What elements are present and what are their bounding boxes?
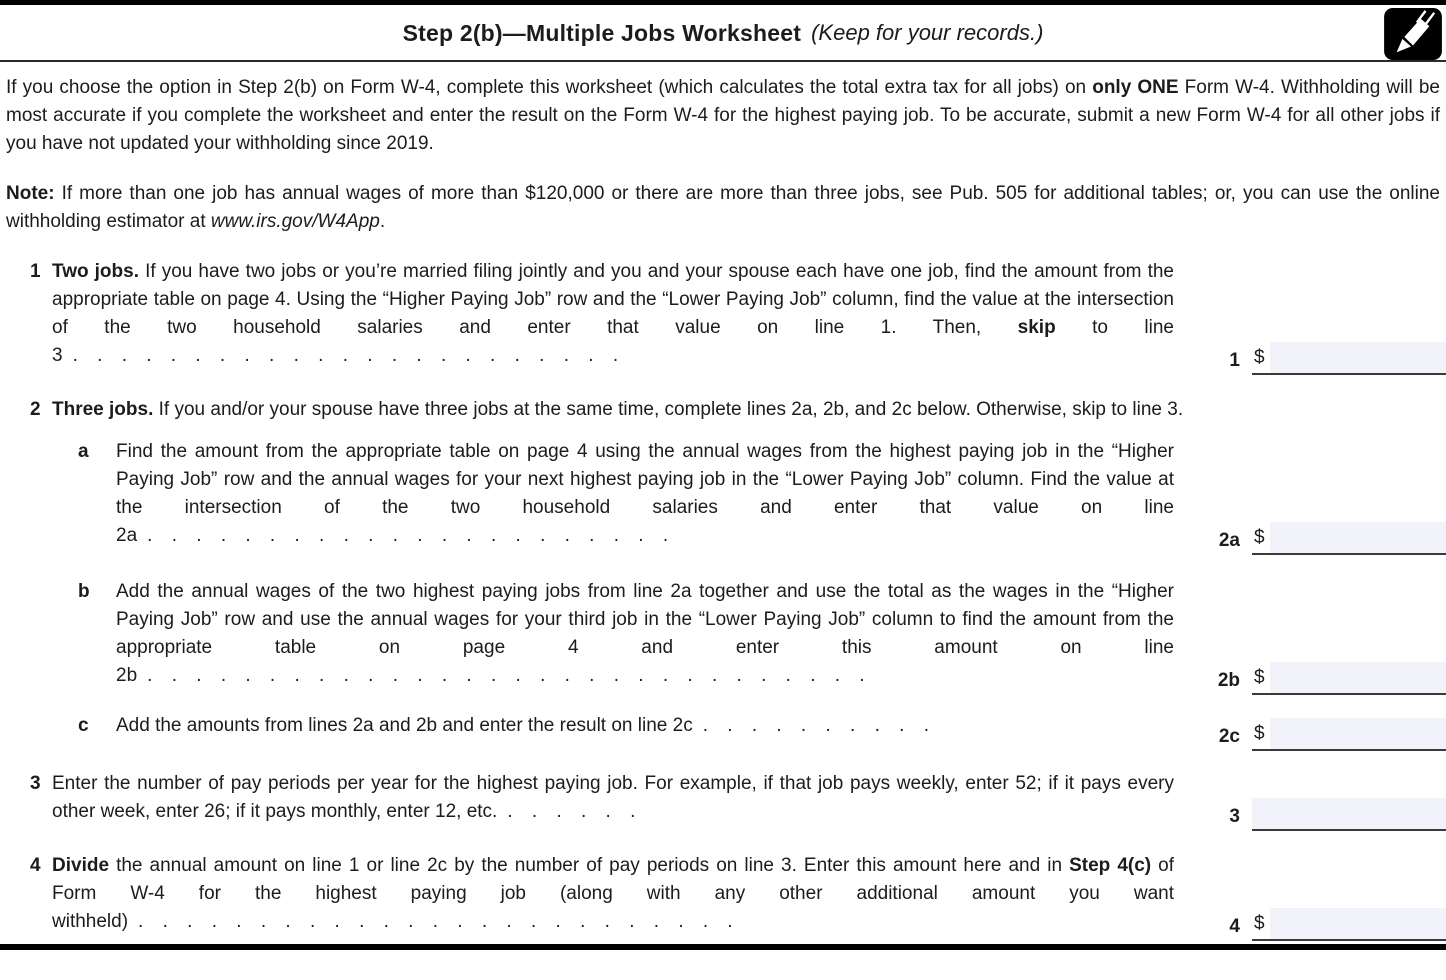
- intro-paragraph: If you choose the option in Step 2(b) on Form W-4, complete this worksheet (which calculates the total extra tax for all jobs) on only ONE Form W-4. Withholding will be most accurate if you complete the worksheet and enter the result on the Form W-4 for the highest paying job. To be accurate, submit a new Form W-4 for all other jobs if you have not updated your withholding since 2019.: [6, 77, 1440, 154]
- dollar-sign: $: [1254, 913, 1265, 934]
- line-2a-field: [1252, 521, 1446, 555]
- line-2b-label: 2b: [1217, 670, 1240, 691]
- line-2a-answer: [1210, 521, 1446, 555]
- line-4-input[interactable]: [1270, 908, 1446, 939]
- line-2c-row: [76, 712, 1446, 746]
- line-2b-row: [76, 578, 1446, 690]
- pencil-icon: [1384, 8, 1442, 60]
- line-3-label: 3: [1229, 806, 1240, 827]
- line-3-answer: [1210, 797, 1446, 831]
- line-4-row: [0, 852, 1446, 936]
- line-2-text: Three jobs. If you and/or your spouse have three jobs at the same time, complete lines 2a, 2b, and 2c below. Otherwise, skip to line 3.: [52, 399, 1184, 420]
- page-subtitle: (Keep for your records.): [811, 19, 1044, 45]
- line-1-text: Two jobs. If you have two jobs or you’re married filing jointly and you and your spouse each have one job, find the amount from the appropriate table on page 4. Using the “Higher Paying Job” row and the “Lower Paying Job” column, find the value at the intersection of the two household salaries and enter that value on line 1. Then, skip to line 3 . . . . . . . . . . . . . . . . . . . . . . .: [52, 261, 1174, 366]
- line-3-row: [0, 770, 1446, 826]
- note-paragraph: Note: If more than one job has annual wages of more than $120,000 or there are more than three jobs, see Pub. 505 for additional tables; or, you can use the online withholding estimator at www.irs.gov/W4App.: [6, 183, 1440, 232]
- line-2b-letter: b: [78, 581, 90, 602]
- line-3-field: [1252, 797, 1446, 831]
- line-2-row: [0, 396, 1446, 424]
- dollar-sign: $: [1254, 667, 1265, 688]
- line-4-answer: [1210, 907, 1446, 941]
- line-1-label: 1: [1229, 350, 1240, 371]
- line-2c-answer: [1210, 717, 1446, 751]
- line-2c-label: 2c: [1218, 726, 1240, 747]
- line-2c-field: [1252, 717, 1446, 751]
- line-1-input[interactable]: [1270, 342, 1446, 373]
- line-1-row: [0, 258, 1446, 370]
- line-2a-letter: a: [78, 441, 89, 462]
- line-4-label: 4: [1229, 916, 1240, 937]
- dot-leader: . . . . . . . . . . . . . . . . . . . . . .: [147, 525, 669, 546]
- line-4-number: 4: [30, 855, 41, 876]
- bottom-rule: [0, 944, 1446, 950]
- dot-leader: . . . . . . . . . .: [702, 715, 930, 736]
- line-2c-text: Add the amounts from lines 2a and 2b and enter the result on line 2c . . . . . . . . . .: [116, 715, 930, 736]
- line-2c-letter: c: [78, 715, 89, 736]
- line-1-answer: [1210, 341, 1446, 375]
- worksheet-header: [0, 5, 1446, 62]
- line-2a-input[interactable]: [1270, 522, 1446, 553]
- dot-leader: . . . . . . . . . . . . . . . . . . . . . . . . . . . . . .: [147, 665, 866, 686]
- line-4-field: [1252, 907, 1446, 941]
- dot-leader: . . . . . . . . . . . . . . . . . . . . . . .: [72, 345, 619, 366]
- line-2b-input[interactable]: [1270, 662, 1446, 693]
- dollar-sign: $: [1254, 527, 1265, 548]
- line-2b-field: [1252, 661, 1446, 695]
- line-3-text: Enter the number of pay periods per year for the highest paying job. For example, if that job pays weekly, enter 52; if it pays every other week, enter 26; if it pays monthly, enter 12, etc. . . . . . .: [52, 773, 1174, 822]
- line-1-field: [1252, 341, 1446, 375]
- dot-leader: . . . . . .: [507, 801, 636, 822]
- line-2b-text: Add the annual wages of the two highest paying jobs from line 2a together and use the total as the wages in the “Higher Paying Job” row and use the annual wages for your third job in the “Lower Paying Job” column to find the amount from the appropriate table on page 4 and enter this amount on line 2b . . . . . . . . . . . . . . . . . . . . . . . . . . . . . .: [116, 581, 1174, 686]
- line-2a-row: [76, 438, 1446, 550]
- page-title: Step 2(b)—Multiple Jobs Worksheet: [402, 19, 802, 46]
- dot-leader: . . . . . . . . . . . . . . . . . . . . . . . . .: [138, 911, 734, 932]
- line-2a-text: Find the amount from the appropriate table on page 4 using the annual wages from the highest paying job in the “Higher Paying Job” row and the annual wages for your next highest paying job in the “Lower Paying Job” column. Find the value at the intersection of the two household salaries and enter that value on line 2a . . . . . . . . . . . . . . . . . . . . . .: [116, 441, 1174, 546]
- line-2-number: 2: [30, 399, 41, 420]
- line-2c-input[interactable]: [1270, 718, 1446, 749]
- line-1-number: 1: [30, 261, 41, 282]
- line-2b-answer: [1210, 661, 1446, 695]
- line-4-text: Divide the annual amount on line 1 or line 2c by the number of pay periods on line 3. Enter this amount here and in Step 4(c) of Form W-4 for the highest paying job (along with any other additional amount you want withheld) . . . . . . . . . . . . . . . . . . . . . . . . .: [52, 855, 1175, 932]
- dollar-sign: $: [1254, 347, 1265, 368]
- line-3-input[interactable]: [1252, 798, 1446, 829]
- line-2a-label: 2a: [1218, 530, 1240, 551]
- dollar-sign: $: [1254, 723, 1265, 744]
- line-3-number: 3: [30, 773, 41, 794]
